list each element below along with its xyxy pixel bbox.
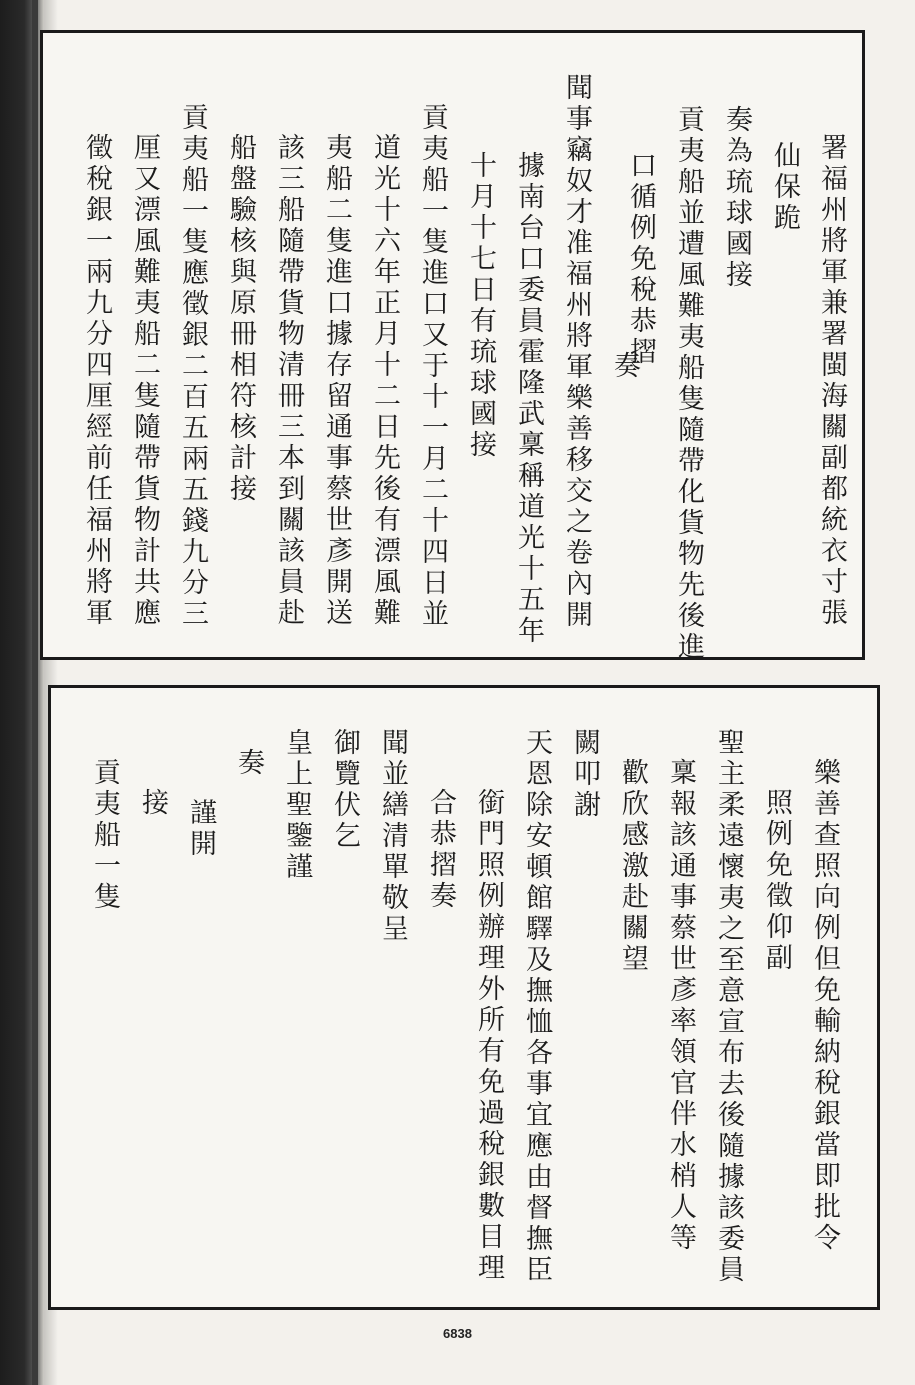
text-column: 十月十七日有琉球國接 xyxy=(465,151,496,461)
text-column: 署福州將軍兼署閩海關副都統衣寸張 xyxy=(816,133,847,629)
text-column: 闕叩謝 xyxy=(569,728,600,821)
text-column: 歡欣感激赴關望 xyxy=(617,758,648,975)
text-column: 奏 xyxy=(609,351,640,382)
text-column: 奏 xyxy=(233,748,264,779)
text-column: 口循例免稅恭摺 xyxy=(625,151,656,368)
text-column: 合恭摺奏 xyxy=(425,788,456,912)
binding-edge xyxy=(32,0,38,1385)
text-column: 銜門照例辦理外所有免過稅銀數目理 xyxy=(473,788,504,1284)
text-column: 貢夷船一隻應徵銀二百五兩五錢九分三 xyxy=(177,103,208,630)
text-column: 稟報該通事蔡世彥率領官伴水梢人等 xyxy=(665,758,696,1254)
text-column: 奏為琉球國接 xyxy=(721,105,752,291)
text-column: 樂善查照向例但免輸納稅銀當即批令 xyxy=(809,758,840,1254)
text-column: 聖主柔遠懷夷之至意宣布去後隨據該委員 xyxy=(713,728,744,1286)
bottom-document-panel xyxy=(48,685,880,1310)
text-column: 御覽伏乞 xyxy=(329,728,360,852)
text-column: 接 xyxy=(137,788,168,819)
text-column: 貢夷船一隻 xyxy=(89,758,120,913)
text-column: 夷船二隻進口據存留通事蔡世彥開送 xyxy=(321,133,352,629)
text-column: 貢夷船並遭風難夷船隻隨帶化貨物先後進 xyxy=(673,105,704,663)
text-column: 據南台口委員霍隆武稟稱道光十五年 xyxy=(513,151,544,647)
text-column: 皇上聖鑒謹 xyxy=(281,728,312,883)
text-column: 天恩除安頓館驛及撫恤各事宜應由督撫臣 xyxy=(521,728,552,1286)
top-document-panel xyxy=(40,30,865,663)
text-column: 厘又漂風難夷船二隻隨帶貨物計共應 xyxy=(129,133,160,629)
text-column: 該三船隨帶貨物清冊三本到關該員赴 xyxy=(273,133,304,629)
text-column: 照例免徵仰副 xyxy=(761,788,792,974)
text-column: 道光十六年正月十二日先後有漂風難 xyxy=(369,133,400,629)
page-number: 6838 xyxy=(443,1326,472,1341)
text-column: 聞並繕清單敬呈 xyxy=(377,728,408,945)
text-column: 謹開 xyxy=(185,798,216,860)
text-column: 貢夷船一隻進口又于十一月二十四日並 xyxy=(417,103,448,630)
text-column: 船盤驗核與原冊相符核計接 xyxy=(225,133,256,505)
text-column: 仙保跪 xyxy=(769,141,800,234)
text-column: 聞事竊奴才准福州將軍樂善移交之卷內開 xyxy=(561,73,592,631)
text-column: 徵稅銀一兩九分四厘經前任福州將軍 xyxy=(81,133,112,629)
